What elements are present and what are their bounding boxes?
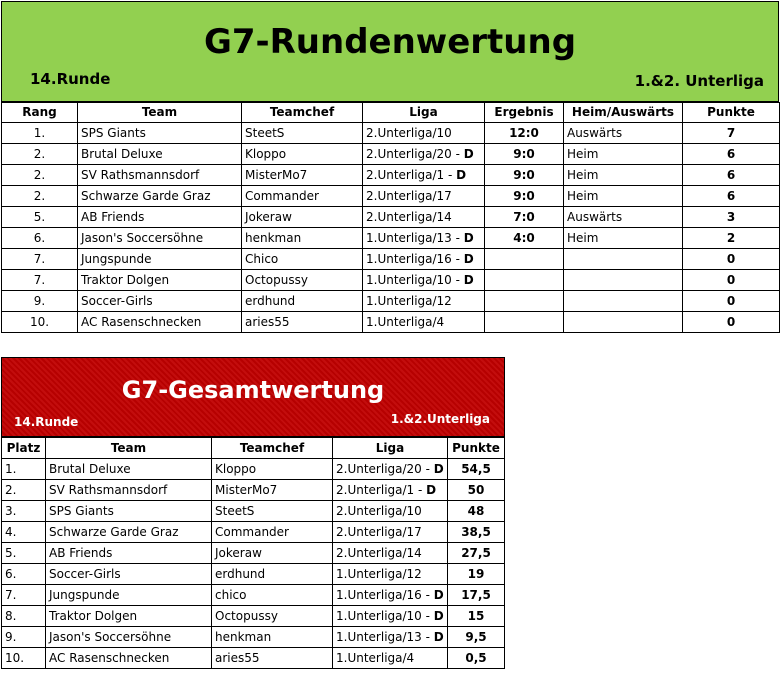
column-header-heim-auswaerts: Heim/Auswärts [564,103,683,123]
heim-auswaerts-cell: Heim [564,228,683,249]
team-cell: Jungspunde [78,249,242,270]
liga-cell [363,228,485,249]
punkte-cell: 17,5 [448,585,505,606]
rundenwertung-title: G7-Rundenwertung [203,22,577,62]
teamchef-cell: erdhund [212,564,333,585]
ergebnis-cell: 7:0 [485,207,564,228]
punkte-cell: 0 [683,270,780,291]
rank-cell: 5. [2,543,46,564]
teamchef-cell: henkman [242,228,363,249]
teamchef-cell: Commander [242,186,363,207]
team-cell: Jungspunde [46,585,212,606]
table-row [2,249,780,270]
team-cell: Traktor Dolgen [46,606,212,627]
rank-cell: 9. [2,291,78,312]
division-marker: D [426,483,437,497]
team-cell: AC Rasenschnecken [46,648,212,669]
liga-text: 2.Unterliga/17 [366,189,452,203]
column-header-team: Team [46,438,212,459]
heim-auswaerts-cell: Auswärts [564,123,683,144]
liga-cell [333,522,448,543]
teamchef-cell: MisterMo7 [212,480,333,501]
teamchef-cell: Kloppo [242,144,363,165]
punkte-cell: 2 [683,228,780,249]
liga-cell [363,249,485,270]
column-header-teamchef: Teamchef [242,103,363,123]
teamchef-cell: MisterMo7 [242,165,363,186]
teamchef-cell: Jokeraw [242,207,363,228]
punkte-cell: 0 [683,249,780,270]
heim-auswaerts-cell [564,249,683,270]
liga-cell [333,606,448,627]
rank-cell: 2. [2,186,78,207]
team-cell: AB Friends [46,543,212,564]
table-header-row [2,103,780,123]
division-marker: D [433,462,444,476]
liga-text: 2.Unterliga/17 [336,525,422,539]
liga-cell [333,585,448,606]
rank-cell: 2. [2,144,78,165]
division-marker: D [463,231,474,245]
rundenwertung-round: 14.Runde [30,70,111,88]
heim-auswaerts-cell: Auswärts [564,207,683,228]
ergebnis-cell [485,270,564,291]
liga-text: 2.Unterliga/1 - [336,483,427,497]
liga-cell [333,480,448,501]
liga-text: 1.Unterliga/4 [336,651,415,665]
table-row [2,459,505,480]
liga-text: 1.Unterliga/16 - [336,588,434,602]
teamchef-cell: SteetS [242,123,363,144]
team-cell: Schwarze Garde Graz [46,522,212,543]
team-cell: Schwarze Garde Graz [78,186,242,207]
table-row [2,207,780,228]
division-marker: D [433,630,444,644]
team-cell: Jason's Soccersöhne [78,228,242,249]
team-cell: Soccer-Girls [46,564,212,585]
liga-text: 2.Unterliga/1 - [366,168,457,182]
liga-text: 1.Unterliga/13 - [366,231,464,245]
rank-cell: 10. [2,648,46,669]
teamchef-cell: Kloppo [212,459,333,480]
table-row [2,123,780,144]
teamchef-cell: Commander [212,522,333,543]
punkte-cell: 54,5 [448,459,505,480]
table-header-row [2,438,505,459]
liga-cell [363,312,485,333]
column-header-punkte: Punkte [448,438,505,459]
teamchef-cell: Octopussy [212,606,333,627]
teamchef-cell: SteetS [212,501,333,522]
liga-cell [333,648,448,669]
ergebnis-cell [485,312,564,333]
punkte-cell: 9,5 [448,627,505,648]
ergebnis-cell: 9:0 [485,144,564,165]
teamchef-cell: aries55 [242,312,363,333]
table-row [2,543,505,564]
liga-cell [363,207,485,228]
team-cell: SPS Giants [46,501,212,522]
teamchef-cell: Chico [242,249,363,270]
heim-auswaerts-cell [564,270,683,291]
heim-auswaerts-cell: Heim [564,186,683,207]
liga-cell [333,564,448,585]
teamchef-cell: erdhund [242,291,363,312]
rundenwertung-table [1,102,780,333]
rank-cell: 3. [2,501,46,522]
team-cell: Soccer-Girls [78,291,242,312]
table-row [2,270,780,291]
liga-text: 2.Unterliga/14 [366,210,452,224]
liga-text: 1.Unterliga/10 - [366,273,464,287]
team-cell: AC Rasenschnecken [78,312,242,333]
liga-cell [333,627,448,648]
punkte-cell: 7 [683,123,780,144]
rank-cell: 1. [2,123,78,144]
heim-auswaerts-cell: Heim [564,165,683,186]
table-row [2,291,780,312]
division-marker: D [433,609,444,623]
liga-text: 1.Unterliga/10 - [336,609,434,623]
liga-cell [363,270,485,291]
team-cell: SV Rathsmannsdorf [78,165,242,186]
punkte-cell: 6 [683,186,780,207]
rank-cell: 7. [2,249,78,270]
gesamtwertung-title: G7-Gesamtwertung [121,376,385,404]
column-header-rang: Rang [2,103,78,123]
ergebnis-cell [485,291,564,312]
table-row [2,480,505,501]
rank-cell: 1. [2,459,46,480]
rank-cell: 4. [2,522,46,543]
table-row [2,585,505,606]
column-header-punkte: Punkte [683,103,780,123]
table-row [2,501,505,522]
teamchef-cell: aries55 [212,648,333,669]
table-row [2,648,505,669]
liga-text: 2.Unterliga/20 - [336,462,434,476]
punkte-cell: 0 [683,312,780,333]
liga-text: 2.Unterliga/10 [336,504,422,518]
rank-cell: 5. [2,207,78,228]
team-cell: AB Friends [78,207,242,228]
ergebnis-cell: 12:0 [485,123,564,144]
gesamtwertung-header [1,357,505,437]
rundenwertung-header [1,1,779,102]
division-marker: D [463,147,474,161]
heim-auswaerts-cell [564,312,683,333]
column-header-liga: Liga [363,103,485,123]
rank-cell: 10. [2,312,78,333]
rank-cell: 2. [2,480,46,501]
table-row [2,312,780,333]
liga-cell [363,165,485,186]
table-row [2,564,505,585]
punkte-cell: 6 [683,144,780,165]
rank-cell: 7. [2,585,46,606]
column-header-team: Team [78,103,242,123]
team-cell: SV Rathsmannsdorf [46,480,212,501]
liga-cell [333,543,448,564]
liga-text: 1.Unterliga/12 [336,567,422,581]
rundenwertung-league: 1.&2. Unterliga [634,72,764,90]
rank-cell: 8. [2,606,46,627]
liga-text: 1.Unterliga/13 - [336,630,434,644]
table-row [2,522,505,543]
punkte-cell: 38,5 [448,522,505,543]
ergebnis-cell: 9:0 [485,165,564,186]
liga-text: 1.Unterliga/16 - [366,252,464,266]
rank-cell: 2. [2,165,78,186]
ergebnis-cell [485,249,564,270]
liga-text: 2.Unterliga/14 [336,546,422,560]
punkte-cell: 48 [448,501,505,522]
gesamtwertung-round: 14.Runde [14,415,79,429]
rank-cell: 6. [2,228,78,249]
heim-auswaerts-cell [564,291,683,312]
division-marker: D [463,252,474,266]
column-header-liga: Liga [333,438,448,459]
ergebnis-cell: 9:0 [485,186,564,207]
heim-auswaerts-cell: Heim [564,144,683,165]
table-row [2,606,505,627]
team-cell: Jason's Soccersöhne [46,627,212,648]
punkte-cell: 15 [448,606,505,627]
liga-cell [363,186,485,207]
punkte-cell: 0 [683,291,780,312]
gesamtwertung-league: 1.&2.Unterliga [390,412,490,426]
table-row [2,144,780,165]
liga-cell [363,123,485,144]
column-header-platz: Platz [2,438,46,459]
liga-cell [333,501,448,522]
division-marker: D [433,588,444,602]
punkte-cell: 27,5 [448,543,505,564]
team-cell: SPS Giants [78,123,242,144]
punkte-cell: 3 [683,207,780,228]
punkte-cell: 50 [448,480,505,501]
liga-cell [333,459,448,480]
punkte-cell: 0,5 [448,648,505,669]
division-marker: D [456,168,467,182]
liga-text: 1.Unterliga/12 [366,294,452,308]
team-cell: Brutal Deluxe [46,459,212,480]
teamchef-cell: henkman [212,627,333,648]
table-row [2,186,780,207]
rank-cell: 6. [2,564,46,585]
rank-cell: 7. [2,270,78,291]
table-row [2,228,780,249]
table-row [2,627,505,648]
rank-cell: 9. [2,627,46,648]
punkte-cell: 6 [683,165,780,186]
team-cell: Brutal Deluxe [78,144,242,165]
column-header-teamchef: Teamchef [212,438,333,459]
liga-text: 2.Unterliga/20 - [366,147,464,161]
liga-cell [363,291,485,312]
team-cell: Traktor Dolgen [78,270,242,291]
table-row [2,165,780,186]
division-marker: D [463,273,474,287]
gesamtwertung-table [1,437,505,669]
teamchef-cell: Octopussy [242,270,363,291]
punkte-cell: 19 [448,564,505,585]
liga-cell [363,144,485,165]
column-header-ergebnis: Ergebnis [485,103,564,123]
teamchef-cell: chico [212,585,333,606]
ergebnis-cell: 4:0 [485,228,564,249]
liga-text: 1.Unterliga/4 [366,315,445,329]
liga-text: 2.Unterliga/10 [366,126,452,140]
teamchef-cell: Jokeraw [212,543,333,564]
